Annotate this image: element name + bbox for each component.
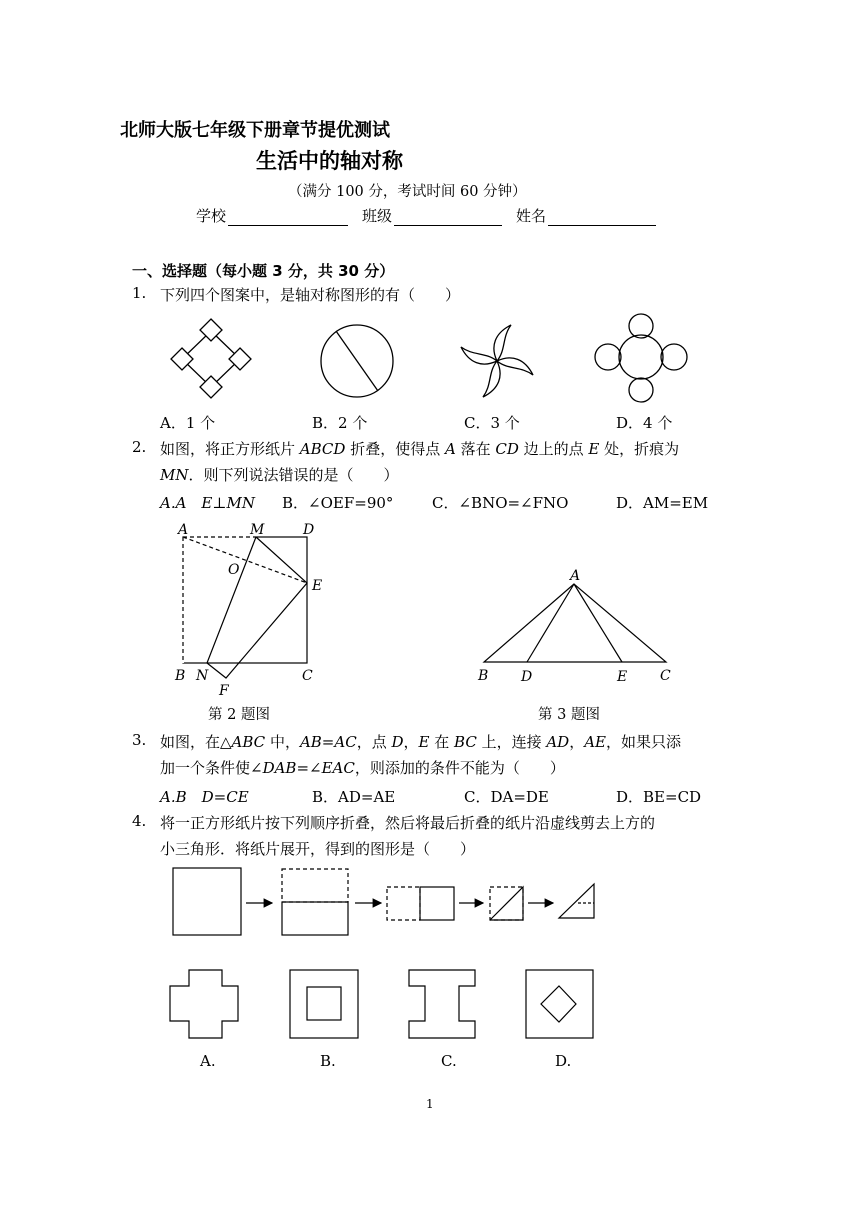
q4-stem-line2: 小三角形．将纸片展开，得到的图形是（ ） bbox=[160, 840, 476, 858]
q2-option-a[interactable]: A.A E⊥MN bbox=[160, 494, 255, 512]
q4-option-c[interactable]: C. bbox=[441, 1052, 457, 1070]
page-number: 1 bbox=[426, 1097, 434, 1111]
q2-label-d: D bbox=[303, 522, 315, 538]
q3-option-d[interactable]: D．BE=CD bbox=[616, 788, 702, 806]
q3-label-b: B bbox=[478, 668, 489, 684]
q2-label-m: M bbox=[250, 522, 265, 538]
name-label: 姓名 bbox=[516, 207, 547, 225]
q4-stem-line1: 将一正方形纸片按下列顺序折叠，然后将最后折叠的纸片沿虚线剪去上方的 bbox=[160, 814, 656, 832]
q3-option-c[interactable]: C．DA=DE bbox=[464, 788, 549, 806]
q3-figure-caption: 第 3 题图 bbox=[538, 707, 600, 723]
q4-figure-b bbox=[290, 970, 358, 1038]
q2-label-f: F bbox=[219, 683, 229, 699]
q1-option-b[interactable]: B．2 个 bbox=[312, 414, 368, 432]
class-label: 班级 bbox=[362, 207, 393, 225]
q3-label-d: D bbox=[521, 669, 533, 685]
q4-figure-a bbox=[170, 970, 238, 1038]
q4-figure-c bbox=[409, 970, 475, 1038]
q1-stem: 下列四个图案中，是轴对称图形的有（ ） bbox=[160, 286, 461, 304]
school-label: 学校 bbox=[196, 207, 227, 225]
q4-option-d[interactable]: D. bbox=[555, 1052, 572, 1070]
q2-label-o: O bbox=[228, 562, 240, 578]
q3-stem-line1: 如图，在△ABC 中，AB=AC，点 D，E 在 BC 上，连接 AD，AE，如果只添 bbox=[160, 733, 682, 751]
q1-option-c[interactable]: C．3 个 bbox=[464, 414, 520, 432]
q1-number: 1. bbox=[132, 284, 147, 302]
q3-option-a[interactable]: A.B D=CE bbox=[160, 788, 249, 806]
exam-info: （满分 100 分，考试时间 60 分钟） bbox=[288, 184, 527, 200]
q4-option-b[interactable]: B. bbox=[320, 1052, 336, 1070]
q2-figure-caption: 第 2 题图 bbox=[208, 707, 270, 723]
q3-label-c: C bbox=[660, 668, 671, 684]
q2-option-c[interactable]: C．∠BNO=∠FNO bbox=[432, 494, 569, 512]
q2-label-n: N bbox=[196, 668, 209, 684]
q1-option-a[interactable]: A．1 个 bbox=[160, 414, 216, 432]
q2-label-a: A bbox=[178, 522, 189, 538]
q1-option-d[interactable]: D．4 个 bbox=[616, 414, 673, 432]
q2-stem-line2: MN．则下列说法错误的是（ ） bbox=[160, 466, 399, 484]
q2-option-d[interactable]: D．AM=EM bbox=[616, 494, 709, 512]
q3-label-a: A bbox=[570, 568, 581, 584]
section-heading: 一、选择题（每小题 3 分，共 30 分） bbox=[132, 262, 395, 280]
q2-number: 2. bbox=[132, 438, 147, 456]
q4-number: 4. bbox=[132, 812, 147, 830]
q3-option-b[interactable]: B．AD=AE bbox=[312, 788, 396, 806]
document-subtitle: 生活中的轴对称 bbox=[256, 149, 403, 173]
q4-figure-d bbox=[526, 970, 593, 1038]
q2-label-c: C bbox=[302, 668, 313, 684]
document-title: 北师大版七年级下册章节提优测试 bbox=[120, 120, 390, 141]
q2-stem-line1: 如图，将正方形纸片 ABCD 折叠，使得点 A 落在 CD 边上的点 E 处，折痕为 bbox=[160, 440, 680, 458]
q3-number: 3. bbox=[132, 731, 147, 749]
q2-label-b: B bbox=[175, 668, 186, 684]
q2-option-b[interactable]: B．∠OEF=90° bbox=[282, 494, 394, 512]
q3-stem-line2: 加一个条件使∠DAB=∠EAC，则添加的条件不能为（ ） bbox=[160, 759, 565, 777]
q2-label-e: E bbox=[312, 578, 323, 594]
q4-option-a[interactable]: A. bbox=[200, 1052, 216, 1070]
q3-label-e: E bbox=[617, 669, 628, 685]
